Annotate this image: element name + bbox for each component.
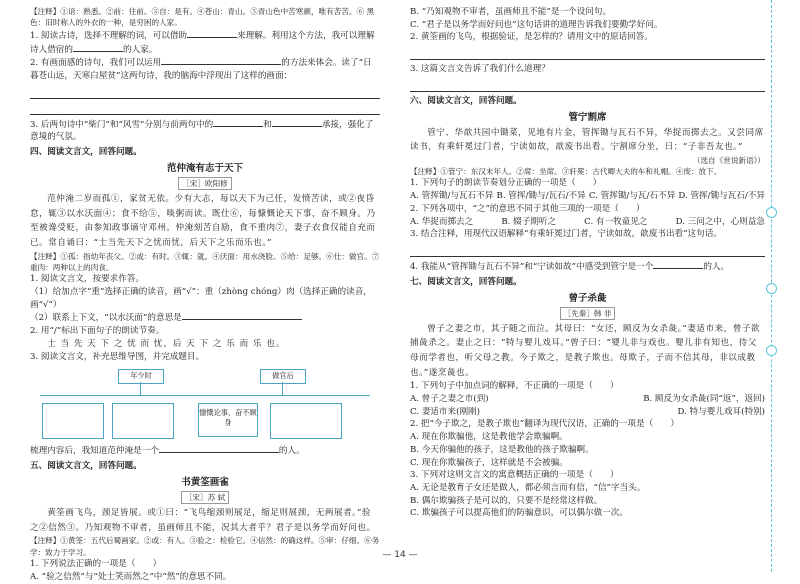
question: 1. 下列说法正确的一项是（ ） <box>30 559 162 570</box>
question: 3. 结合注释，用现代汉语解释“有乘轩冕过门者，宁读如故，歆废书出看”这句话。 <box>410 229 722 240</box>
note: 【注释】①黄筌：五代后蜀画家。②或：有人。③验之：检验它。④信然：的确这样。⑤审：仔细。⑥务学：致力于学习。 <box>30 536 380 557</box>
passage-title: 管宁割席 <box>568 111 607 123</box>
section-4-heading: 四、阅读文言文，回答问题。 <box>30 147 142 158</box>
option-d[interactable]: D. 特与婴儿戏耳(特别) <box>677 406 765 417</box>
option-b[interactable]: B. 今天你骗他的孩子，这是教他的孩子欺骗啊。 <box>410 444 594 455</box>
option-a[interactable]: A. 现在你欺骗他，这是教他学会欺骗啊。 <box>410 432 568 443</box>
passage-source: （选自《世说新语》） <box>692 155 765 165</box>
sub-question: （1）给加点字“重”选择正确的读音，画“√”：重（zhòng chóng）肉（选择正确的读音，画“√”） <box>30 287 372 310</box>
question: 1. 下列句子的朗读节奏划分正确的一项是（ ） <box>410 178 602 189</box>
option-c[interactable]: C. 有一牧童见之 <box>584 216 648 227</box>
answer-line[interactable] <box>410 79 765 92</box>
mind-map-center-box: 慷慨论事，奋不顾身 <box>198 403 258 437</box>
passage-author: ［宋］苏 轼 <box>30 491 380 504</box>
question: 2. 黄筌画的飞鸟，根据验证，是怎样的？请用文中的原话回答。 <box>410 32 653 43</box>
answer-blank[interactable] <box>213 118 263 127</box>
passage-title: 曾子杀彘 <box>568 292 607 304</box>
mind-map-input-box[interactable] <box>270 403 342 439</box>
option-a[interactable]: A. 华捉而掷去之 <box>410 216 474 227</box>
section-7-heading: 七、阅读文言文，回答问题。 <box>410 276 522 287</box>
question: 2. 用“/”标出下面句子的朗读节奏。 <box>30 326 165 337</box>
options-row <box>410 190 765 203</box>
answer-line[interactable] <box>30 86 380 99</box>
note-poem: 【注释】①谙：熟悉。②前：往前。③自：是有。④苍山：青山。⑤青山色中苦寒颜，唯有苦苦。⑥ 黑色：旧时称人的外衣的一种，是穷困的人家。 <box>30 7 375 28</box>
option-c[interactable]: C. 欺骗孩子可以提高他们的防骗意识，可以偶尔做一次。 <box>410 508 628 519</box>
options-row <box>410 393 765 406</box>
option-b[interactable]: B. 顾反为女杀彘(同“返”，返回) <box>643 393 765 404</box>
binding-hole <box>766 207 777 218</box>
answer-line[interactable] <box>410 47 765 60</box>
passage-author: ［宋］欧阳修 <box>30 177 380 190</box>
answer-blank[interactable] <box>187 29 237 38</box>
passage-text: 黄筌画飞鸟，颈足皆展。或①曰：“飞鸟缩颈则展足，缩足则展颈，无两展者。”验之②信然③。乃知观物不审者，虽画师且不能，况其大者乎？君子是以务学而好问也。 <box>30 508 376 533</box>
passage-title: 范仲淹有志于天下 <box>166 162 243 174</box>
passage-author: ［先秦］韩 非 <box>410 307 765 320</box>
question: 2. 把“今子欺之，是教子欺也”翻译为现代汉语，正确的一项是（ ） <box>410 419 679 430</box>
question: 1. 下列句子中加点词的解释，不正确的一项是（ ） <box>410 381 619 392</box>
option-b[interactable]: B. 辍子期听之 <box>501 216 557 227</box>
question-1: 1. 阅读古诗，选择不理解的词，可以借助 来理解。利用这个方法，我可以理解诗人借宿的 的人家。 <box>30 30 375 55</box>
rhythm-sentence[interactable]: 士 当 先 天 下 之 忧 而 忧，后 天 下 之 乐 而 乐 也。 <box>47 338 286 349</box>
option-c[interactable]: C. 妻适市来(刚刚) <box>410 406 481 417</box>
option-a[interactable]: A. 管挥锄/与瓦石不异 <box>410 191 494 202</box>
answer-blank[interactable] <box>161 56 281 65</box>
answer-line[interactable] <box>30 102 380 115</box>
option-d[interactable]: D. 三问之中，心则益急 <box>675 216 765 227</box>
note: 【注释】①孤：指幼年丧父。②或：有时。③辄：就。④沃面：用水浇脸。⑤给：足够。⑥仕：做官。⑦重肉：两种以上的肉食。 <box>30 251 380 272</box>
option[interactable]: A. “验之信然”与“处士笑而然之”中“然”的意思不同。 <box>30 571 232 582</box>
page-number: — 14 — <box>382 550 418 560</box>
binding-hole <box>766 345 777 356</box>
option-a[interactable]: A. 曾子之妻之市(到) <box>410 393 489 404</box>
answer-line[interactable] <box>410 244 765 257</box>
answer-blank[interactable] <box>182 311 302 320</box>
answer-blank[interactable] <box>159 444 279 453</box>
answer-blank[interactable] <box>73 43 123 52</box>
question: 3. 这篇文言文告诉了我们什么道理？ <box>410 64 550 75</box>
section-6-heading: 六、阅读文言文，回答问题。 <box>410 95 522 106</box>
option-b[interactable]: B. 偶尔欺骗孩子是可以的，只要不是经常这样做。 <box>410 495 603 506</box>
passage-text: 范仲淹二岁而孤①，家贫无依。少有大志，每以天下为己任，发愤苦读，或②夜昏怠，辄③以水沃面④；食不给⑤，啖粥而读。既仕⑥，每慷慨论天下事，奋不顾身。乃至被谗受贬，由参知政事谪守邓州。仲淹刻苦自励，食不重肉⑦，妻子衣食仅能自充而已。常自诵曰：“士当先天下之忧而忧，后天下之乐而乐也。” <box>30 194 376 248</box>
option[interactable]: B. “乃知观物不审者，虽画师且不能”是一个设问句。 <box>410 7 612 17</box>
mind-map <box>30 367 380 442</box>
answer-blank[interactable] <box>272 118 322 127</box>
answer-blank[interactable] <box>653 260 703 269</box>
section-5-heading: 五、阅读文言文，回答问题。 <box>30 461 142 472</box>
right-column <box>410 6 765 520</box>
question: 3. 阅读文言文，补充思维导图，并完成题目。 <box>30 351 205 362</box>
passage-title: 书黄筌画雀 <box>181 476 229 488</box>
option-b[interactable]: B. 管挥/锄与/瓦石/不异 <box>496 191 586 202</box>
option[interactable]: C. “君子是以务学而好问也”这句话讲的道理告诉我们要勤学好问。 <box>410 19 663 30</box>
option-d[interactable]: D. 管挥/锄与瓦石/不异 <box>678 191 765 202</box>
mind-map-input-box[interactable] <box>112 403 174 439</box>
mind-map-input-box[interactable] <box>42 403 104 439</box>
mind-map-label-youth: 年少时 <box>118 369 164 384</box>
question-3: 3. 后两句诗中“柴门”和“风雪”分别与前两句中的 和 承接，强化了意境的气氛。 <box>30 119 374 143</box>
mind-map-label-official: 做官后 <box>260 369 306 384</box>
option-a[interactable]: A. 无论是教育子女还是做人，都必须言而有信，“信”字当头。 <box>410 482 646 493</box>
left-column <box>30 6 380 584</box>
question-2: 2. 有画面感的诗句，我们可以运用 的方法来体会。读了“日暮苍山远，天寒白屋贫”这两句诗，我的脑海中浮现出了这样的画面： <box>30 58 372 81</box>
question: 1. 阅读文言文，按要求作答。 <box>30 274 145 285</box>
option-c[interactable]: C. 现在你欺骗孩子，这样就是不会被骗。 <box>410 457 568 468</box>
mind-map-axis <box>40 395 370 396</box>
question: 4. 我能从“管挥锄与瓦石不异”和“宁读如故”中感受到管宁是一个 的人。 <box>410 262 730 273</box>
options-row <box>410 406 765 419</box>
sub-question: （2）联系上下文，“以水沃面”的意思是 <box>30 311 380 325</box>
binding-hole <box>766 283 777 294</box>
option-c[interactable]: C. 管挥锄/与瓦/石不异 <box>588 191 676 202</box>
options-row <box>410 216 765 229</box>
passage-text: 曾子之妻之市，其子随之而泣。其母曰：“女还，顾反为女杀彘。”妻适市来，曾子欲捕彘杀之。妻止之曰：“特与婴儿戏耳。”曾子曰：“婴儿非与戏也。婴儿非有知也，待父母而学者也，听父母之教。今子欺之，是教子欺也。母欺子，子而不信其母，非以成教也。”遂烹彘也。 <box>410 323 761 378</box>
summary-question: 梳理内容后，我知道范仲淹是一个 的人。 <box>30 446 305 457</box>
passage-text: 管宁、华歆共园中锄菜，见地有片金，管挥锄与瓦石不异，华捉而掷去之。又尝同席读书，有乘轩冕过门者，宁读如故，歆废书出看。宁割席分坐，曰：“子非吾友也。” <box>410 127 764 153</box>
question: 2. 下列各项中，“之”的意思不同于其他三项的一项是（ ） <box>410 203 645 214</box>
note: 【注释】①管宁：东汉末年人。②席：坐席。③轩冕：古代卿大夫的车和礼帽。④废：放下。 <box>410 167 722 177</box>
question: 3. 下列对这则文言文的寓意概括正确的一项是（ ） <box>410 470 619 481</box>
